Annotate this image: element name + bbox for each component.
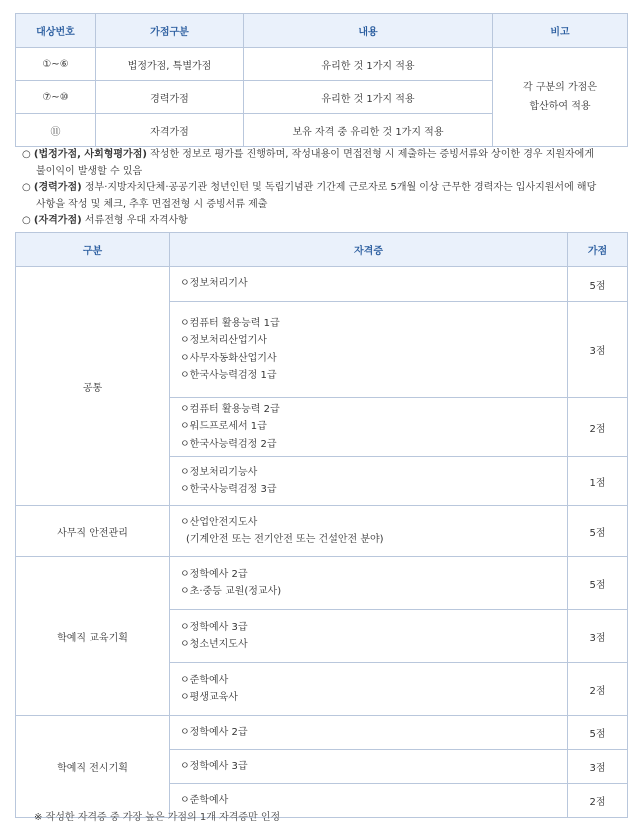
certificate-item: ㅇ한국사능력검정 3급 — [180, 484, 277, 495]
col-header-category: 구분 — [16, 233, 170, 267]
bullet-icon: ○ — [22, 215, 31, 226]
certificate-item: ㅇ한국사능력검정 2급 — [180, 438, 277, 450]
points-cell: 3점 — [568, 750, 628, 784]
certificate-cell — [170, 610, 568, 663]
certificate-item: (기계안전 또는 전기안전 또는 건설안전 분야) — [186, 534, 384, 545]
note-text: 서류전형 우대 자격사항 — [81, 215, 188, 226]
certificate-cell — [170, 457, 568, 506]
certificate-item: ㅇ정학예사 3급 — [180, 621, 248, 633]
bonus-type: 법정가점, 특별가점 — [96, 48, 244, 81]
table-row — [16, 48, 628, 81]
certificate-cell — [170, 267, 568, 302]
col-header-type: 가점구분 — [96, 14, 244, 48]
points-cell: 5점 — [568, 506, 628, 557]
points-cell: 5점 — [568, 716, 628, 750]
certificate-cell — [170, 716, 568, 750]
note-heading: (자격가점) — [33, 215, 82, 226]
points-cell: 2점 — [568, 398, 628, 457]
certificate-item: ㅇ정학예사 2급 — [180, 568, 248, 580]
bonus-content: 유리한 것 1가지 적용 — [244, 48, 493, 81]
certificate-cell — [170, 398, 568, 457]
note-heading: (법정가점, 사회형평가점) — [33, 149, 147, 160]
points-cell: 5점 — [568, 267, 628, 302]
qualification-table — [15, 232, 628, 818]
note-legal-bonus — [22, 147, 632, 180]
note-continuation: 불이익이 발생할 수 있음 — [36, 165, 143, 177]
bonus-content: 유리한 것 1가지 적용 — [244, 81, 493, 114]
col-header-certificate: 자격증 — [170, 233, 568, 267]
certificate-item: ㅇ정보처리기사 — [180, 278, 248, 290]
table-row — [16, 716, 628, 750]
table-row — [16, 557, 628, 610]
col-header-number: 대상번호 — [16, 14, 96, 48]
points-cell: 2점 — [568, 784, 628, 818]
footnote: ※ 작성한 자격증 중 가장 높은 가점의 1개 자격증만 인정 — [34, 812, 281, 823]
table-row — [16, 267, 628, 302]
target-number: ①~⑥ — [16, 48, 96, 81]
table-row — [16, 506, 628, 557]
target-number: ⑪ — [16, 114, 96, 147]
certificate-item: ㅇ한국사능력검정 1급 — [180, 370, 277, 381]
bullet-icon: ○ — [22, 182, 31, 193]
points-cell: 3점 — [568, 302, 628, 398]
certificate-item: ㅇ컴퓨터 활용능력 1급 — [180, 317, 280, 329]
certificate-item: ㅇ사무자동화산업기사 — [180, 352, 277, 364]
category-cell: 사무직 안전관리 — [16, 506, 170, 557]
bonus-type: 경력가점 — [96, 81, 244, 114]
certificate-item: ㅇ준학예사 — [180, 674, 229, 686]
certificate-item: ㅇ준학예사 — [180, 794, 229, 806]
certificate-cell — [170, 302, 568, 398]
certificate-item: ㅇ컴퓨터 활용능력 2급 — [180, 403, 280, 415]
certificate-item: ㅇ청소년지도사 — [180, 639, 248, 650]
bonus-type: 자격가점 — [96, 114, 244, 147]
note-heading: (경력가점) — [33, 182, 82, 193]
points-cell: 2점 — [568, 663, 628, 716]
certificate-item: ㅇ정학예사 3급 — [180, 760, 248, 772]
remark-line: 각 구분의 가점은 — [523, 82, 597, 93]
bullet-icon: ○ — [22, 149, 31, 160]
bonus-content: 보유 자격 중 유리한 것 1가지 적용 — [244, 114, 493, 147]
remark-cell — [493, 48, 628, 147]
col-header-points: 가점 — [568, 233, 628, 267]
category-cell: 학예직 교육기획 — [16, 557, 170, 716]
certificate-cell — [170, 663, 568, 716]
certificate-cell — [170, 557, 568, 610]
certificate-item: ㅇ정학예사 2급 — [180, 726, 248, 738]
points-cell: 5점 — [568, 557, 628, 610]
certificate-item: ㅇ정보처리산업기사 — [180, 335, 267, 346]
certificate-item: ㅇ산업안전지도사 — [180, 516, 258, 528]
remark-line: 합산하여 적용 — [529, 101, 591, 112]
certificate-item: ㅇ평생교육사 — [180, 692, 238, 703]
note-continuation: 사항을 작성 및 체크, 추후 면접전형 시 증빙서류 제출 — [36, 198, 268, 210]
notes-section — [22, 147, 632, 230]
table-header-row — [16, 14, 628, 48]
points-cell: 3점 — [568, 610, 628, 663]
points-cell: 1점 — [568, 457, 628, 506]
col-header-content: 내용 — [244, 14, 493, 48]
category-cell: 공통 — [16, 267, 170, 506]
certificate-cell — [170, 506, 568, 557]
table-header-row — [16, 233, 628, 267]
target-number: ⑦~⑩ — [16, 81, 96, 114]
col-header-remark: 비고 — [493, 14, 628, 48]
note-text: 작성한 정보로 평가를 진행하며, 작성내용이 면접전형 시 제출하는 증빙서류와 상이한 경우 지원자에게 — [146, 149, 594, 160]
note-text: 정부·지방자치단체·공공기관 청년인턴 및 독립기념관 기간제 근로자로 5개월 이상 근무한 경력자는 입사지원서에 해당 — [81, 182, 597, 193]
category-cell: 학예직 전시기획 — [16, 716, 170, 818]
certificate-item: ㅇ초·중등 교원(정교사) — [180, 586, 282, 597]
bonus-category-table — [15, 13, 628, 147]
note-career-bonus — [22, 180, 632, 213]
certificate-item: ㅇ정보처리기능사 — [180, 466, 258, 478]
certificate-item: ㅇ워드프로세서 1급 — [180, 421, 267, 433]
note-qualification-bonus — [22, 213, 632, 230]
certificate-cell — [170, 750, 568, 784]
